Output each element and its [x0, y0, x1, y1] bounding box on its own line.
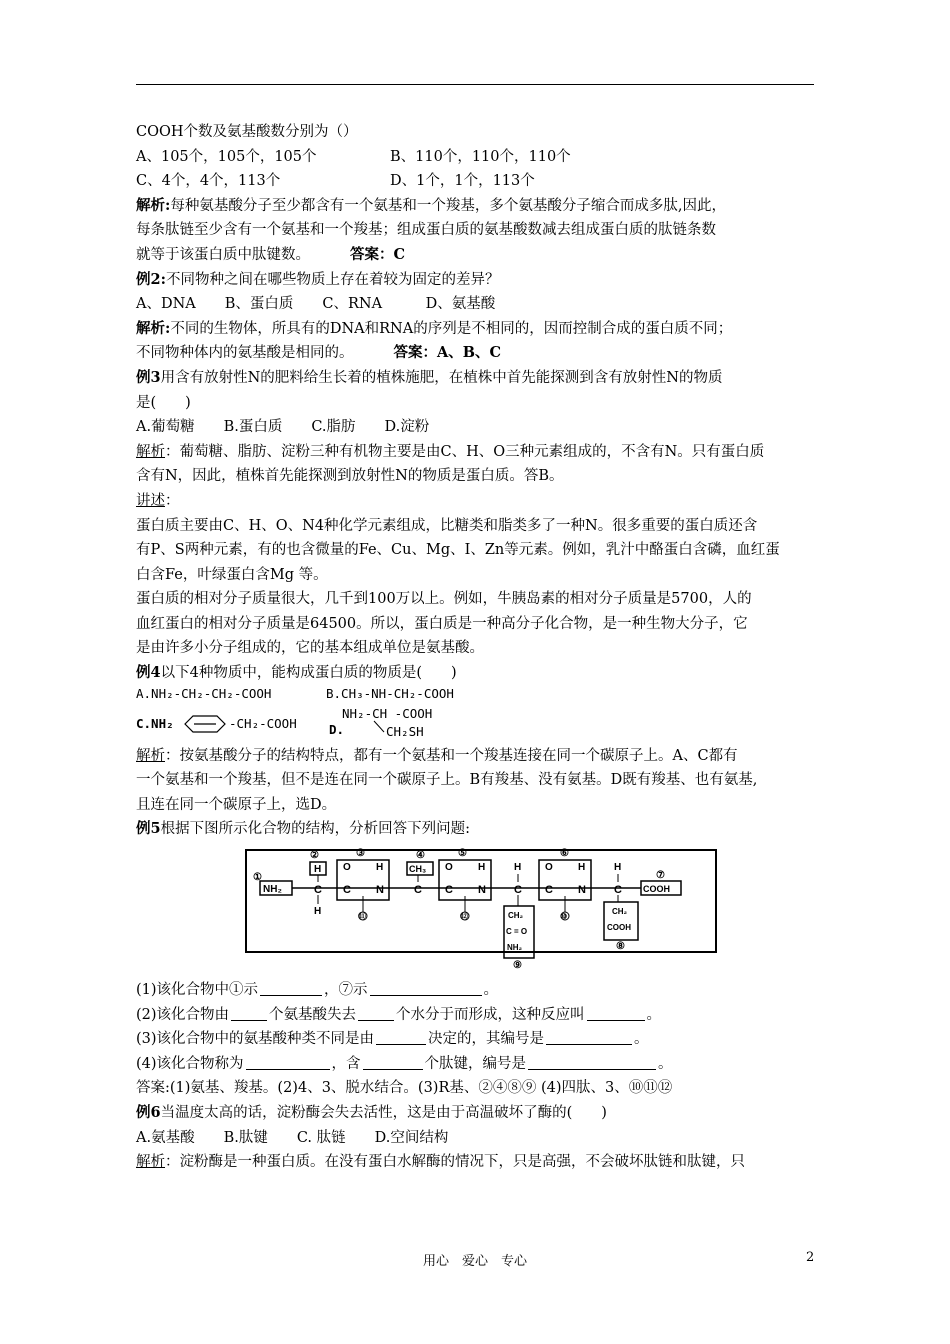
answer-blank[interactable] [528, 1055, 656, 1070]
hydrogen: H [514, 862, 522, 874]
question-text: (1)该化合物中①示 [136, 982, 259, 999]
r-group-ch3: CH₃ [409, 864, 427, 875]
label-3: ③ [356, 848, 365, 860]
oxygen: O [445, 862, 453, 874]
label-2: ② [310, 850, 319, 862]
question-text: 个水分于而形成，这种反应叫 [396, 1006, 585, 1023]
question-text: (3)该化合物中的氨基酸种类不同是由 [136, 1031, 375, 1048]
analysis-line [136, 317, 816, 342]
hydrogen: H [376, 862, 384, 874]
analysis-label: 解析 [136, 1154, 165, 1171]
example-label: 例3 [136, 368, 161, 386]
carbon-2: C [414, 884, 422, 897]
example-question: 以下4种物质中，能构成蛋白质的物质是( ) [160, 665, 457, 682]
nitrogen: N [376, 884, 384, 897]
label-12: ⑫ [460, 912, 468, 922]
answer-blank[interactable] [363, 1055, 423, 1070]
question-text: 个氨基酸失去 [269, 1006, 357, 1023]
example-heading [136, 817, 816, 842]
question-line [136, 1027, 816, 1052]
example-label: 例2: [136, 270, 166, 288]
r-group-cooh: COOH [607, 923, 631, 933]
question-text: 。 [658, 1055, 673, 1072]
formula-c-prefix: C.NH₂ [136, 715, 174, 731]
analysis-label: 解析 [136, 443, 165, 460]
page-content [136, 120, 816, 1175]
carbon: C [445, 884, 453, 897]
text-line: 且连在同一个碳原子上，选D。 [136, 796, 337, 813]
header-rule [136, 84, 814, 85]
analysis-label: 解析: [136, 319, 171, 337]
hydrogen: H [314, 906, 322, 918]
oxygen: O [343, 862, 351, 874]
question-text: 。 [483, 982, 499, 999]
question-text: (2)该化合物由 [136, 1006, 230, 1023]
lecture-colon: ： [165, 492, 180, 509]
answer-line: 答案:(1)氨基、羧基。(2)4、3、脱水结合。(3)R基、②④⑧⑨ (4)四肽、3、⑩⑪⑫ [136, 1080, 673, 1097]
oxygen: O [545, 862, 553, 874]
cooh-group: COOH [643, 884, 670, 895]
page-number: 2 [806, 1250, 815, 1265]
analysis-label: 解析 [136, 747, 165, 764]
text-line: 是( ) [136, 394, 191, 411]
bond-line [372, 720, 386, 734]
question-line [136, 978, 816, 1003]
label-5: ⑤ [458, 848, 467, 860]
analysis-text: 每种氨基酸分子至少都含有一个氨基和一个羧基，多个氨基酸分子缩合而成多肽,因此， [170, 197, 726, 214]
analysis-text: 不同物种体内的氨基酸是相同的。 [136, 345, 354, 362]
analysis-line [136, 744, 816, 769]
nh2-group: NH₂ [263, 884, 282, 896]
example-question: 根据下图所示化合物的结构，分析回答下列问题: [160, 821, 470, 838]
footer-motto: 用心 爱心 专心 [422, 1254, 527, 1269]
analysis-text: 不同的生物体，所具有的DNA和RNA的序列是不相同的，因而控制合成的蛋白质不同； [170, 320, 733, 337]
options-line: A、DNA B、蛋白质 C、RNA D、氨基酸 [136, 296, 496, 313]
example-label: 例6 [136, 1104, 161, 1121]
question-text: (4)该化合物称为 [136, 1055, 244, 1072]
carbon-1: C [314, 884, 322, 897]
analysis-line [136, 440, 816, 465]
text-line: 血红蛋白的相对分子质量是64500。所以，蛋白质是一种高分子化合物，是一种生物大分子，它 [136, 615, 748, 632]
text-line: 蛋白质的相对分子质量很大，几千到100万以上。例如，牛胰岛素的相对分子质量是5700，人的 [136, 591, 752, 608]
answer-blank[interactable] [260, 981, 322, 996]
example-heading [136, 366, 816, 391]
hydrogen: H [614, 862, 622, 874]
label-8: ⑧ [616, 941, 625, 953]
answer-blank[interactable] [376, 1030, 426, 1045]
options-line: A.氨基酸 B.肽键 C. 肽链 D.空间结构 [136, 1129, 449, 1146]
analysis-text: ：按氨基酸分子的结构特点，都有一个氨基和一个羧基连接在同一个碳原子上。A、C都有 [165, 747, 738, 764]
option-c: C、4个，4个，113个 [136, 173, 281, 190]
carbon: C [545, 884, 553, 897]
answer-blank[interactable] [231, 1006, 267, 1021]
example-heading [136, 1101, 816, 1126]
nitrogen: N [578, 884, 586, 897]
formula-d-top: NH₂-CH -COOH [342, 705, 433, 721]
question-line [136, 1003, 816, 1028]
answer-blank[interactable] [246, 1055, 330, 1070]
analysis-line [136, 194, 816, 219]
question-text: 个肽键，编号是 [424, 1055, 527, 1072]
carbon: C [343, 884, 351, 897]
carbon-3: C [514, 884, 522, 897]
analysis-label: 解析: [136, 196, 171, 214]
question-text: 。 [646, 1006, 662, 1023]
answer-blank[interactable] [358, 1006, 394, 1021]
hydrogen: H [478, 862, 486, 874]
text-line: 含有N，因此，植株首先能探测到放射性N的物质是蛋白质。答B。 [136, 468, 564, 485]
hydrogen: H [578, 862, 586, 874]
question-text: ，含 [331, 1055, 361, 1072]
example-heading [136, 268, 816, 293]
options-line [136, 145, 816, 170]
label-7: ⑦ [656, 870, 665, 882]
nitrogen: N [478, 884, 486, 897]
example-question: 不同物种之间在哪些物质上存在着较为固定的差异？ [165, 271, 500, 288]
example-label: 例5 [136, 820, 161, 838]
peptide-diagram [136, 846, 816, 972]
r-group-h: H [314, 864, 322, 876]
example-heading [136, 661, 816, 686]
analysis-text: ：淀粉酶是一种蛋白质。在没有蛋白水解酶的情况下，只是高强，不会破坏肽链和肽键，只 [165, 1154, 745, 1171]
text-line: 蛋白质主要由C、H、O、N4种化学元素组成，比糖类和脂类多了一种N。很多重要的蛋白质还含 [136, 517, 758, 534]
analysis-line [136, 1150, 816, 1175]
options-line: A.葡萄糖 B.蛋白质 C.脂肪 D.淀粉 [136, 419, 430, 436]
example-label: 例4 [136, 664, 161, 682]
analysis-text: ：葡萄糖、脂肪、淀粉三种有机物主要是由C、H、O三种元素组成的，不含有N。只有蛋白质 [165, 443, 765, 460]
text-line [136, 341, 816, 366]
label-4: ④ [416, 850, 425, 862]
example-question: 用含有放射性N的肥料给生长着的植株施肥，在植株中首先能探测到含有放射性N的物质 [160, 369, 723, 386]
r-group-c-eq-o: C = O [506, 927, 528, 937]
options-line [136, 169, 816, 194]
answer-blank[interactable] [546, 1030, 632, 1045]
analysis-text: 就等于该蛋白质中肽键数。 [136, 246, 310, 263]
formula-d-bottom: CH₂SH [386, 723, 424, 739]
question-line [136, 1052, 816, 1077]
formula-a: A.NH₂-CH₂-CH₂-COOH [136, 685, 272, 701]
section-heading [136, 489, 816, 514]
formula-options [136, 686, 816, 744]
label-6: ⑥ [560, 848, 569, 860]
label-11: ⑪ [358, 912, 366, 922]
answer-blank[interactable] [587, 1006, 645, 1021]
carbon-4: C [614, 884, 622, 897]
formula-c-suffix: -CH₂-COOH [229, 715, 297, 731]
text-line: COOH个数及氨基酸数分别为（） [136, 124, 358, 140]
answer-label: 答案：C [350, 245, 406, 263]
option-d: D、1个，1个，113个 [390, 173, 535, 190]
label-10: ⑩ [560, 912, 568, 922]
label-9: ⑨ [513, 960, 522, 972]
label-1: ① [253, 872, 262, 884]
example-question: 当温度太高的话，淀粉酶会失去活性，这是由于高温破坏了酶的( ) [160, 1105, 607, 1121]
formula-b: B.CH₃-NH-CH₂-COOH [326, 685, 454, 701]
text-line: 有P、S两种元素，有的也含微量的Fe、Cu、Mg、I、Zn等元素。例如，乳汁中酪蛋白含磷，血红蛋 [136, 542, 780, 559]
answer-label: 答案：A、B、C [393, 344, 502, 362]
benzene-ring-icon [181, 714, 229, 734]
r-group-ch2: CH₂ [612, 907, 628, 917]
question-text: 决定的，其编号是 [428, 1031, 545, 1048]
text-line [136, 243, 816, 268]
text-line: 每条肽链至少含有一个氨基和一个羧基；组成蛋白质的氨基酸数减去组成蛋白质的肽链条数 [136, 222, 716, 239]
answer-blank[interactable] [370, 981, 482, 996]
formula-d-label: D. [329, 721, 345, 737]
option-a: A、105个，105个，105个 [136, 148, 317, 165]
r-group-nh2: NH₂ [507, 943, 523, 953]
text-line: 一个氨基和一个羧基，但不是连在同一个碳原子上。B有羧基、没有氨基。D既有羧基、也有氨基, [136, 772, 758, 789]
r-group-ch2: CH₂ [508, 911, 524, 921]
lecture-label: 讲述 [136, 492, 165, 509]
text-line: 白含Fe，叶绿蛋白含Mg 等。 [136, 566, 328, 583]
text-line: 是由许多小分子组成的，它的基本组成单位是氨基酸。 [136, 640, 484, 657]
question-text: 。 [634, 1031, 649, 1048]
question-text: ，⑦示 [324, 982, 368, 999]
option-b: B、110个，110个，110个 [390, 148, 571, 165]
